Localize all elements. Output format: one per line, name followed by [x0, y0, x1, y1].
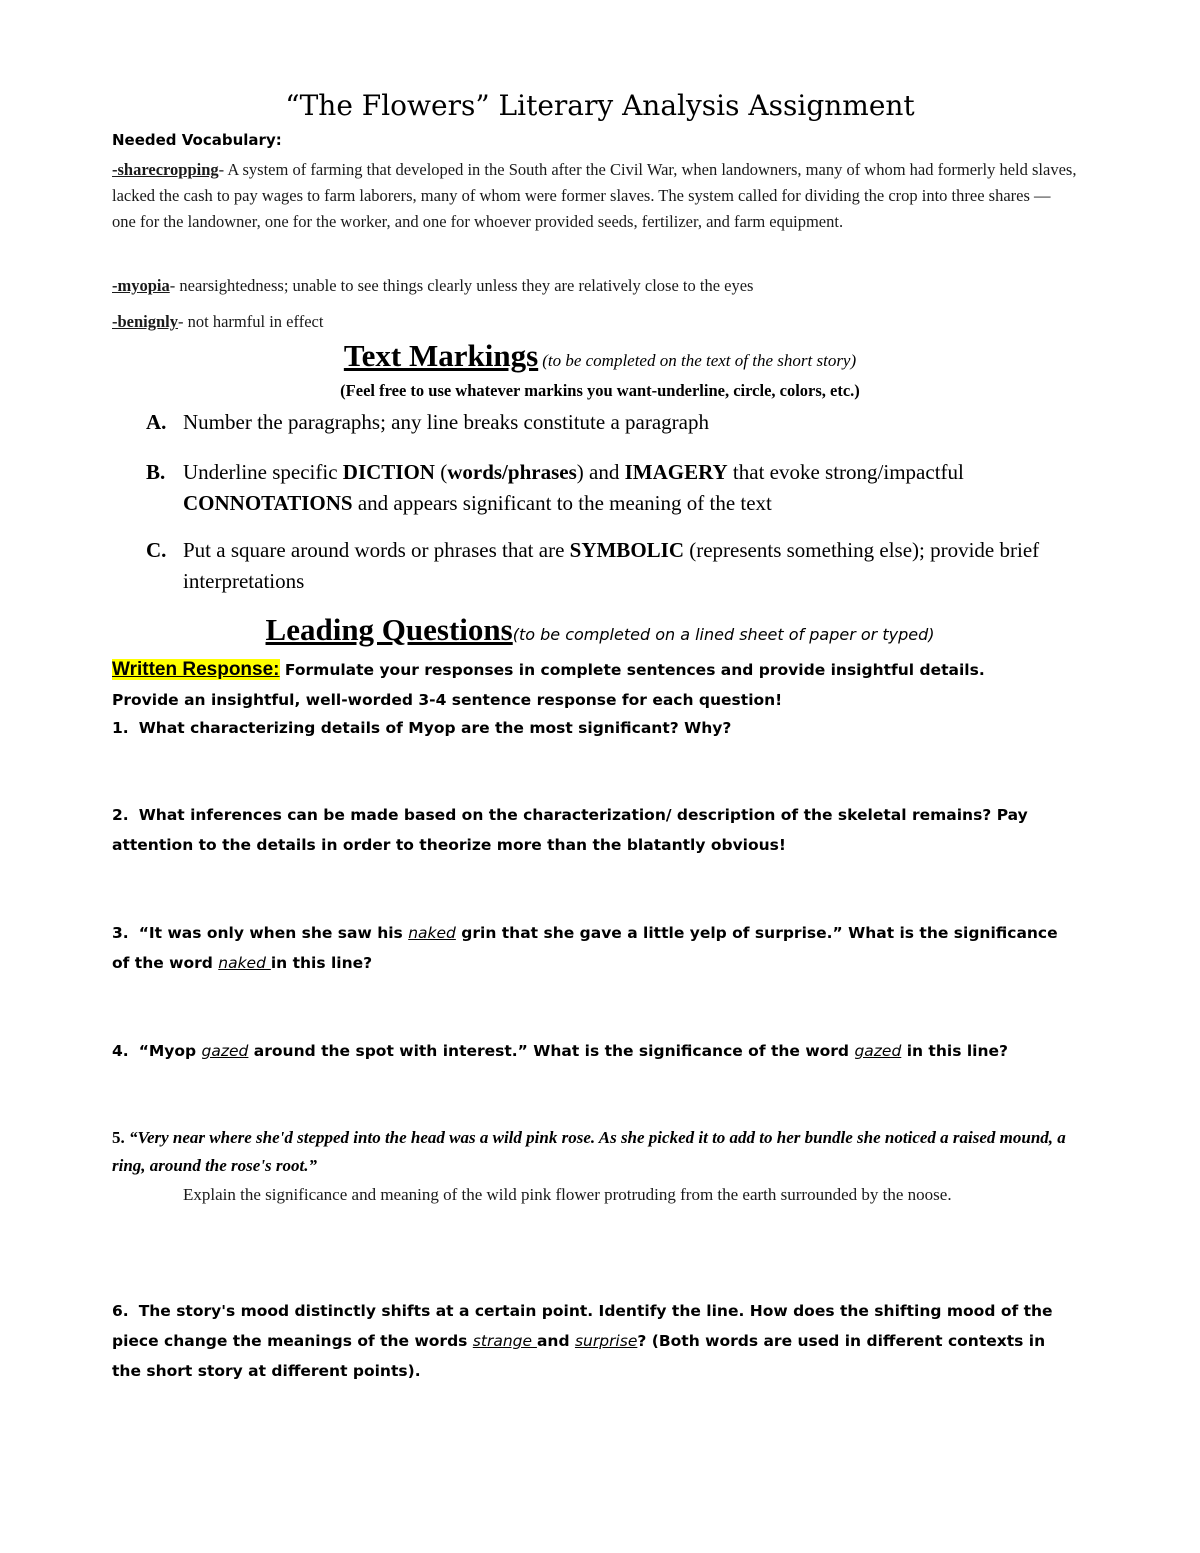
underlined-word: surprise [574, 1332, 638, 1350]
question-4: 4. “Myop gazed around the spot with interest.” What is the significance of the word gazed in this line? [112, 1042, 1008, 1060]
question-number: 2. [112, 806, 129, 824]
marking-text: Underline specific DICTION (words/phrases) and IMAGERY that evoke strong/impactful CONNOTATIONS and appears significant to the meaning of the text [183, 460, 964, 515]
text-markings-heading [0, 338, 1200, 374]
marking-item-b [146, 457, 1096, 519]
response-instruction: Provide an insightful, well-worded 3-4 sentence response for each question! [112, 691, 783, 709]
marking-letter: A. [146, 410, 167, 434]
vocab-definition: - nearsightedness; unable to see things clearly unless they are relatively close to the eyes [169, 276, 754, 295]
marking-text: Put a square around words or phrases that are SYMBOLIC (represents something else); provide brief interpretations [183, 538, 1040, 593]
marking-text: Number the paragraphs; any line breaks constitute a paragraph [183, 410, 709, 434]
underlined-word: naked [218, 954, 271, 972]
marking-letter: C. [146, 538, 167, 562]
vocab-term: -sharecropping [112, 160, 219, 179]
vocab-item-myopia [112, 273, 1077, 299]
text-markings-note: (to be completed on the text of the short story) [542, 351, 857, 370]
underlined-word: strange [472, 1332, 537, 1350]
question-number: 1. [112, 719, 129, 737]
underlined-word: gazed [854, 1042, 902, 1060]
question-text: What characterizing details of Myop are the most significant? Why? [138, 719, 732, 737]
vocabulary-heading: Needed Vocabulary: [112, 131, 282, 149]
page-title: “The Flowers” Literary Analysis Assignment [285, 89, 915, 122]
leading-questions-title: Leading Questions [265, 612, 513, 647]
written-response-line [112, 655, 1092, 685]
marking-item-a [146, 407, 1096, 438]
question-number: 4. [112, 1042, 129, 1060]
question-number: 3. [112, 924, 129, 942]
written-response-label: Written Response: [112, 659, 280, 680]
question-6: 6. The story's mood distinctly shifts at a certain point. Identify the line. How does the shifting mood of the piece change the meanings of the words strange and surprise? (Both words are used in different contexts in the short story at different points). [112, 1302, 1053, 1380]
question-quote: “Very near where she'd stepped into the head was a wild pink rose. As she picked it to add to her bundle she noticed a raised mound, a ring, around the rose's root.” [112, 1128, 1066, 1175]
text-markings-title: Text Markings [343, 338, 539, 373]
vocab-term: -benignly [112, 312, 179, 331]
question-1 [112, 713, 1072, 743]
vocab-item-benignly [112, 309, 1077, 335]
question-2 [112, 800, 1072, 860]
underlined-word: naked [408, 924, 456, 942]
written-response-text: Formulate your responses in complete sentences and provide insightful details. [279, 661, 985, 679]
question-5-explain: Explain the significance and meaning of the wild pink flower protruding from the earth surrounded by the noose. [183, 1185, 952, 1204]
leading-questions-note: (to be completed on a lined sheet of paper or typed) [512, 625, 935, 644]
vocab-term: -myopia [112, 276, 170, 295]
question-text: What inferences can be made based on the characterization/ description of the skeletal remains? Pay attention to the details in order to theorize more than the blatantly obvious! [112, 806, 1028, 854]
question-3: 3. “It was only when she saw his naked grin that she gave a little yelp of surprise.” What is the significance of the word naked in this line? [112, 924, 1058, 972]
vocab-definition: - not harmful in effect [178, 312, 324, 331]
marking-letter: B. [146, 460, 166, 484]
question-5 [112, 1124, 1087, 1180]
vocab-definition: - A system of farming that developed in the South after the Civil War, when landowners, many of whom had formerly held slaves, lacked the cash to pay wages to farm laborers, many of whom were former slaves. The system called for dividing the crop into three shares — one for the landowner, one for the worker, and one for whoever provided seeds, fertilizer, and farm equipment. [112, 160, 1077, 231]
underlined-word: gazed [201, 1042, 249, 1060]
question-number: 6. [112, 1302, 129, 1320]
text-markings-subheading: (Feel free to use whatever markins you want-underline, circle, colors, etc.) [340, 381, 860, 400]
question-number: 5. [112, 1128, 125, 1147]
leading-questions-heading [0, 612, 1200, 648]
vocab-item-sharecropping [112, 157, 1077, 235]
marking-item-c [146, 535, 1096, 597]
